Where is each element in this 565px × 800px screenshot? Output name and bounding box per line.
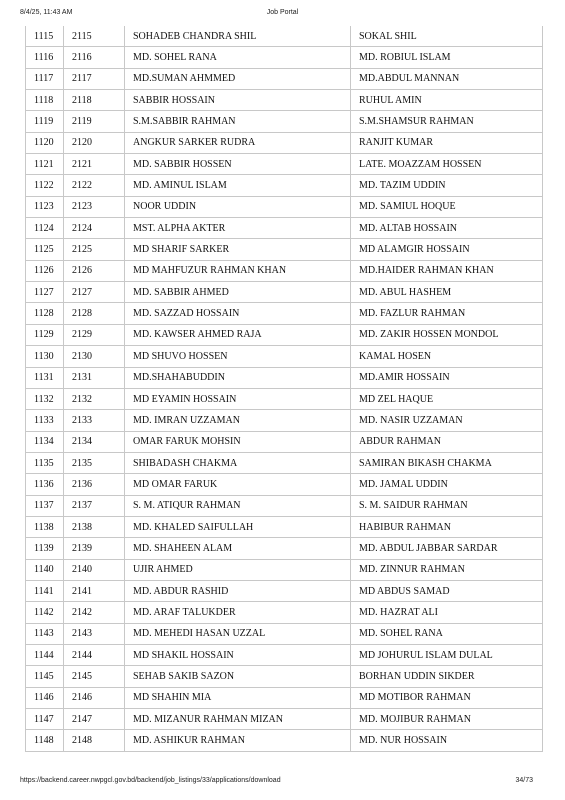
serial-cell: 1140 [26,559,64,580]
roll-cell: 2141 [64,580,125,601]
roll-cell: 2132 [64,388,125,409]
roll-cell: 2126 [64,260,125,281]
serial-cell: 1122 [26,175,64,196]
serial-cell: 1119 [26,111,64,132]
page-number: 34/73 [515,777,533,784]
father-name-cell: KAMAL HOSEN [351,346,543,367]
roll-cell: 2118 [64,90,125,111]
serial-cell: 1126 [26,260,64,281]
table-row [26,154,543,175]
roll-cell: 2121 [64,154,125,175]
father-name-cell: MD. TAZIM UDDIN [351,175,543,196]
table-row [26,580,543,601]
serial-cell: 1130 [26,346,64,367]
applicant-name-cell: MD SHAKIL HOSSAIN [125,644,351,665]
father-name-cell: SAMIRAN BIKASH CHAKMA [351,452,543,473]
serial-cell: 1115 [26,26,64,47]
table-row [26,111,543,132]
roll-cell: 2116 [64,47,125,68]
serial-cell: 1143 [26,623,64,644]
father-name-cell: MD. NUR HOSSAIN [351,730,543,751]
father-name-cell: MD. ZAKIR HOSSEN MONDOL [351,324,543,345]
serial-cell: 1116 [26,47,64,68]
roll-cell: 2139 [64,538,125,559]
applicant-name-cell: MD. KHALED SAIFULLAH [125,516,351,537]
table-row [26,47,543,68]
roll-cell: 2135 [64,452,125,473]
applicant-name-cell: S. M. ATIQUR RAHMAN [125,495,351,516]
table-row [26,666,543,687]
father-name-cell: MD. SOHEL RANA [351,623,543,644]
father-name-cell: MD MOTIBOR RAHMAN [351,687,543,708]
father-name-cell: MD. ALTAB HOSSAIN [351,218,543,239]
father-name-cell: MD.AMIR HOSSAIN [351,367,543,388]
table-row [26,602,543,623]
table-row [26,516,543,537]
roll-cell: 2127 [64,282,125,303]
father-name-cell: MD.HAIDER RAHMAN KHAN [351,260,543,281]
father-name-cell: ABDUR RAHMAN [351,431,543,452]
table-row [26,303,543,324]
serial-cell: 1142 [26,602,64,623]
table-row [26,410,543,431]
applicant-name-cell: MD SHUVO HOSSEN [125,346,351,367]
father-name-cell: MD. SAMIUL HOQUE [351,196,543,217]
serial-cell: 1135 [26,452,64,473]
roll-cell: 2147 [64,709,125,730]
table-row [26,260,543,281]
applicant-name-cell: SEHAB SAKIB SAZON [125,666,351,687]
roll-cell: 2120 [64,132,125,153]
applicant-name-cell: OMAR FARUK MOHSIN [125,431,351,452]
applicant-name-cell: MD. SOHEL RANA [125,47,351,68]
serial-cell: 1125 [26,239,64,260]
roll-cell: 2137 [64,495,125,516]
table-row [26,26,543,47]
father-name-cell: MD. ZINNUR RAHMAN [351,559,543,580]
print-header [20,9,545,21]
serial-cell: 1139 [26,538,64,559]
roll-cell: 2148 [64,730,125,751]
father-name-cell: HABIBUR RAHMAN [351,516,543,537]
serial-cell: 1136 [26,474,64,495]
table-row [26,623,543,644]
roll-cell: 2143 [64,623,125,644]
applicant-name-cell: MD. MEHEDI HASAN UZZAL [125,623,351,644]
father-name-cell: S. M. SAIDUR RAHMAN [351,495,543,516]
table-row [26,474,543,495]
applicant-name-cell: SHIBADASH CHAKMA [125,452,351,473]
roll-cell: 2145 [64,666,125,687]
applicant-name-cell: MD MAHFUZUR RAHMAN KHAN [125,260,351,281]
footer-url: https://backend.career.nwpgcl.gov.bd/backend/job_listings/33/applications/download [20,777,281,784]
applicants-table [25,26,543,752]
table-row [26,495,543,516]
serial-cell: 1134 [26,431,64,452]
roll-cell: 2138 [64,516,125,537]
serial-cell: 1141 [26,580,64,601]
page-title: Job Portal [266,9,299,16]
table-row [26,196,543,217]
roll-cell: 2123 [64,196,125,217]
father-name-cell: RUHUL AMIN [351,90,543,111]
serial-cell: 1129 [26,324,64,345]
table-row [26,132,543,153]
applicant-name-cell: MD. SHAHEEN ALAM [125,538,351,559]
table-row [26,709,543,730]
applicant-name-cell: MD. IMRAN UZZAMAN [125,410,351,431]
father-name-cell: RANJIT KUMAR [351,132,543,153]
roll-cell: 2130 [64,346,125,367]
applicant-name-cell: UJIR AHMED [125,559,351,580]
table-row [26,282,543,303]
father-name-cell: MD. ABDUL JABBAR SARDAR [351,538,543,559]
roll-cell: 2117 [64,68,125,89]
serial-cell: 1121 [26,154,64,175]
roll-cell: 2144 [64,644,125,665]
serial-cell: 1147 [26,709,64,730]
serial-cell: 1144 [26,644,64,665]
father-name-cell: MD. NASIR UZZAMAN [351,410,543,431]
serial-cell: 1128 [26,303,64,324]
applicant-name-cell: MD. SAZZAD HOSSAIN [125,303,351,324]
table-row [26,687,543,708]
roll-cell: 2125 [64,239,125,260]
table-row [26,175,543,196]
serial-cell: 1148 [26,730,64,751]
father-name-cell: MD ABDUS SAMAD [351,580,543,601]
serial-cell: 1123 [26,196,64,217]
table-row [26,239,543,260]
table-row [26,324,543,345]
serial-cell: 1146 [26,687,64,708]
applicant-name-cell: S.M.SABBIR RAHMAN [125,111,351,132]
father-name-cell: BORHAN UDDIN SIKDER [351,666,543,687]
applicant-name-cell: MD. ABDUR RASHID [125,580,351,601]
print-datetime: 8/4/25, 11:43 AM [20,9,73,16]
applicant-name-cell: MD. ARAF TALUKDER [125,602,351,623]
applicant-name-cell: MD. KAWSER AHMED RAJA [125,324,351,345]
serial-cell: 1127 [26,282,64,303]
table-row [26,644,543,665]
applicant-name-cell: MD. SABBIR HOSSEN [125,154,351,175]
roll-cell: 2124 [64,218,125,239]
applicant-name-cell: SABBIR HOSSAIN [125,90,351,111]
father-name-cell: LATE. MOAZZAM HOSSEN [351,154,543,175]
father-name-cell: MD ZEL HAQUE [351,388,543,409]
father-name-cell: MD. ABUL HASHEM [351,282,543,303]
father-name-cell: MD ALAMGIR HOSSAIN [351,239,543,260]
applicant-name-cell: MD.SUMAN AHMMED [125,68,351,89]
applicant-name-cell: MD OMAR FARUK [125,474,351,495]
father-name-cell: MD. MOJIBUR RAHMAN [351,709,543,730]
serial-cell: 1131 [26,367,64,388]
table-row [26,346,543,367]
father-name-cell: MD. FAZLUR RAHMAN [351,303,543,324]
father-name-cell: MD JOHURUL ISLAM DULAL [351,644,543,665]
roll-cell: 2142 [64,602,125,623]
serial-cell: 1133 [26,410,64,431]
applicant-name-cell: MD EYAMIN HOSSAIN [125,388,351,409]
roll-cell: 2133 [64,410,125,431]
roll-cell: 2122 [64,175,125,196]
table-row [26,730,543,751]
father-name-cell: SOKAL SHIL [351,26,543,47]
table-row [26,367,543,388]
roll-cell: 2136 [64,474,125,495]
table-row [26,218,543,239]
father-name-cell: MD. ROBIUL ISLAM [351,47,543,68]
roll-cell: 2146 [64,687,125,708]
serial-cell: 1124 [26,218,64,239]
serial-cell: 1120 [26,132,64,153]
table-row [26,68,543,89]
applicant-name-cell: NOOR UDDIN [125,196,351,217]
print-footer [20,777,545,789]
roll-cell: 2140 [64,559,125,580]
roll-cell: 2134 [64,431,125,452]
table-row [26,452,543,473]
roll-cell: 2129 [64,324,125,345]
serial-cell: 1117 [26,68,64,89]
father-name-cell: MD.ABDUL MANNAN [351,68,543,89]
table-row [26,90,543,111]
father-name-cell: MD. JAMAL UDDIN [351,474,543,495]
applicant-name-cell: ANGKUR SARKER RUDRA [125,132,351,153]
applicant-name-cell: MD.SHAHABUDDIN [125,367,351,388]
serial-cell: 1118 [26,90,64,111]
serial-cell: 1137 [26,495,64,516]
father-name-cell: S.M.SHAMSUR RAHMAN [351,111,543,132]
roll-cell: 2119 [64,111,125,132]
father-name-cell: MD. HAZRAT ALI [351,602,543,623]
roll-cell: 2131 [64,367,125,388]
roll-cell: 2115 [64,26,125,47]
applicant-name-cell: MD SHARIF SARKER [125,239,351,260]
serial-cell: 1138 [26,516,64,537]
applicant-name-cell: SOHADEB CHANDRA SHIL [125,26,351,47]
table-row [26,559,543,580]
applicant-name-cell: MD. MIZANUR RAHMAN MIZAN [125,709,351,730]
applicant-name-cell: MST. ALPHA AKTER [125,218,351,239]
applicants-table-body [26,26,543,751]
applicant-name-cell: MD. AMINUL ISLAM [125,175,351,196]
serial-cell: 1132 [26,388,64,409]
applicant-name-cell: MD. SABBIR AHMED [125,282,351,303]
applicant-name-cell: MD SHAHIN MIA [125,687,351,708]
applicant-name-cell: MD. ASHIKUR RAHMAN [125,730,351,751]
table-row [26,388,543,409]
table-row [26,431,543,452]
roll-cell: 2128 [64,303,125,324]
serial-cell: 1145 [26,666,64,687]
table-row [26,538,543,559]
